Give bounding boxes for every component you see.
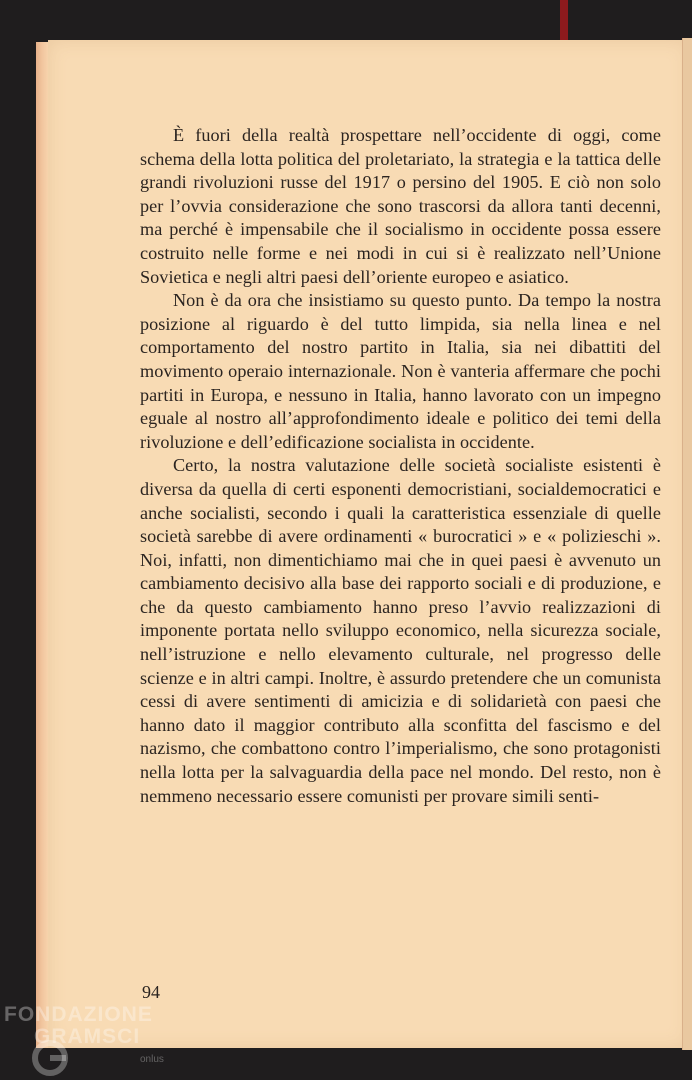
watermark: [4, 1004, 153, 1048]
paragraph-1: È fuori della realtà prospettare nell’occidente di oggi, come schema della lotta politica del proletariato, la strategia e la tattica delle grandi rivoluzioni russe del 1917 o persino del 1905. E ciò non solo per l’ovvia considerazione che sono trascorsi da allora tanti decenni, ma perché è impensabile che il socialismo in occidente possa essere costruito nelle forme e nei modi in cui si è realizzato nell’Unione Sovietica e negli altri paesi dell’oriente europeo e asiatico.: [140, 125, 661, 287]
page-number: 94: [142, 982, 160, 1002]
book-cover-edge: [560, 0, 568, 40]
body-text: [140, 124, 661, 808]
watermark-suffix: onlus: [140, 1054, 164, 1065]
watermark-line-1: FONDAZIONE: [4, 1003, 153, 1026]
paragraph-2: Non è da ora che insistiamo su questo punto. Da tempo la nostra posizione al riguardo è del tutto limpida, sia nella linea e nel comportamento del nostro partito in Italia, sia nei dibattiti del movimento operaio internazionale. Non è vanteria affermare che pochi partiti in Europa, e nessuno in Italia, hanno lavorato con un impegno eguale al nostro all’approfondimento ideale e politico dei temi della rivoluzione e dell’edificazione socialista in occidente.: [140, 290, 661, 452]
watermark-line-2: GRAMSCI: [34, 1025, 141, 1048]
page-right-edge: [682, 38, 692, 1050]
page-stack-edge: [36, 42, 48, 1048]
paragraph-3: Certo, la nostra valutazione delle società socialiste esistenti è diversa da quella di certi esponenti democristiani, socialdemocratici e anche socialisti, secondo i quali la caratteristica essenziale di quelle società sarebbe di avere ordinamenti « burocratici » e « polizieschi ». Noi, infatti, non dimentichiamo mai che in quei paesi è avvenuto un cambiamento decisivo alla base dei rapporto sociali e di produzione, e che da questo cambiamento hanno preso l’avvio realizzazioni di imponente portata nello sviluppo economico, nella sicurezza sociale, nell’istruzione e nello elevamento culturale, nel progresso delle scienze e in altri campi. Inoltre, è assurdo pretendere che un comunista cessi di avere sentimenti di amicizia e di solidarietà con paesi che hanno dato il maggior contributo alla sconfitta del fascismo e del nazismo, che combattono contro l’imperialismo, che sono protagonisti nella lotta per la salvaguardia della pace nel mondo. Del resto, non è nemmeno necessario essere comunisti per provare simili senti-: [140, 455, 661, 806]
